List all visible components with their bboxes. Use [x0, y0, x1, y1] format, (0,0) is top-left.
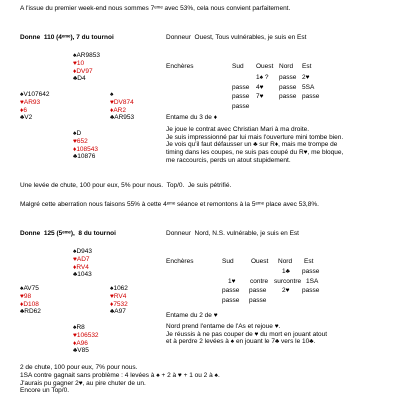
deal-110-west-hand [20, 91, 49, 122]
north-clubs: ♣D4 [73, 75, 86, 83]
bid: passe [222, 287, 240, 294]
deal-125-west-hand [20, 285, 41, 316]
east-diamonds: ♦AR2 [110, 106, 126, 114]
east-hearts: ♥DV874 [110, 98, 134, 106]
north-diamonds: ♦DV97 [73, 67, 93, 75]
west-spades: ♠AV75 [20, 285, 39, 292]
north-hearts: ♥10 [73, 59, 85, 67]
bid: passe [302, 287, 320, 294]
intro-paragraph: A l'issue du premier week-end nous sommes 7ᵉᵐᵉ avec 53%, cela nous convient parfaitement. [20, 5, 291, 12]
south-spades: ♠R8 [73, 324, 85, 331]
commentary-line: Nord prend l'entame de l'As et rejoue ♥. [166, 322, 281, 330]
bid: passe [302, 268, 320, 275]
deal-110-context: Donneur Ouest, Tous vulnérables, je suis en Est [166, 34, 307, 41]
commentary-line: Je réussis à ne pas couper de ♥ du mort en jouant atout [166, 330, 328, 338]
auction-header-east: Est [302, 63, 312, 70]
auction-header-label: Enchères [166, 63, 194, 70]
bid: 1♣ [282, 268, 290, 275]
deal-110-east-hand [110, 91, 134, 122]
bid: passe [249, 297, 267, 304]
bid: surcontre [274, 278, 302, 285]
bid: 1♠ ? [256, 74, 269, 81]
south-diamonds: ♦A96 [73, 339, 88, 347]
commentary-line: Je suis impressionné par lui mais l'ouverture mini tombe bien. [166, 133, 344, 141]
bid: passe [222, 297, 240, 304]
east-spades: ♠ [110, 91, 114, 98]
north-hearts: ♥AD7 [73, 255, 90, 263]
bid: 2♥ [302, 74, 310, 81]
auction-header-west: Ouest [256, 63, 274, 70]
bid: passe [302, 93, 320, 100]
auction-header-north: Nord [278, 258, 293, 265]
deal-125-north-hand [73, 248, 92, 279]
deal-125-context: Donneur Nord, N.S. vulnérable, je suis en Est [166, 230, 299, 237]
west-diamonds: ♦D108 [20, 300, 39, 308]
bid: passe [279, 74, 297, 81]
deal-125-south-hand [73, 324, 99, 355]
bid: contre [250, 278, 269, 285]
deal-110-title: Donne 110 (4ᵉᵐᵉ), 7 du tournoi [20, 34, 114, 41]
bid: 7♥ [256, 93, 264, 100]
north-clubs: ♣1043 [73, 271, 92, 279]
west-clubs: ♣RD62 [20, 308, 41, 316]
result-line: Encore un Top/0. [20, 387, 70, 395]
south-spades: ♠D [73, 130, 82, 137]
bid: passe [232, 93, 250, 100]
result-line: J'aurais pu gagner 2♥, au pire chuter de un. [20, 379, 146, 387]
auction-header-south: Sud [222, 258, 234, 265]
deal-110-south-hand [73, 130, 98, 161]
deal-125-result [20, 364, 220, 395]
west-spades: ♠V107642 [20, 91, 50, 98]
south-clubs: ♣V85 [73, 347, 89, 355]
bid: passe [249, 287, 267, 294]
commentary-line: Entame du 2 de ♥ [166, 312, 218, 319]
east-hearts: ♥RV4 [110, 292, 127, 300]
commentary-line: Je vois qu'il faut défausser un ♣ sur R♦, mais me trompe de [166, 141, 338, 149]
west-hearts: ♥98 [20, 292, 32, 300]
south-hearts: ♥652 [73, 137, 88, 145]
south-diamonds: ♦108543 [73, 145, 99, 153]
east-clubs: ♣AR953 [110, 114, 135, 122]
bid: 4♥ [256, 84, 264, 91]
west-hearts: ♥AR93 [20, 98, 41, 106]
bid: passe [279, 84, 297, 91]
result-line: 2 de chute, 100 pour eux, 7% pour nous. [20, 364, 138, 371]
south-hearts: ♥106532 [73, 331, 99, 339]
commentary-line: Je joue le contrat avec Christian Mari à ma droite. [166, 125, 310, 133]
deal-125-east-hand [110, 285, 128, 316]
deal-125-commentary [166, 312, 327, 346]
north-spades: ♠AR9853 [73, 52, 100, 59]
auction-header-east: Est [304, 258, 314, 265]
deal-125-title: Donne 125 (5ᵉᵐᵉ), 8 du tournoi [20, 230, 116, 237]
west-clubs: ♣V2 [20, 114, 33, 122]
east-spades: ♠1062 [110, 285, 128, 292]
bid: passe [279, 93, 297, 100]
result-line: 1SA contre gagnait sans problème : 4 levées à ♠ + 2 à ♥ + 1 ou 2 à ♠. [20, 371, 220, 379]
east-clubs: ♣A97 [110, 308, 126, 316]
north-spades: ♠D943 [73, 248, 92, 255]
west-diamonds: ♦6 [20, 106, 27, 114]
bid: passe [232, 84, 250, 91]
auction-header-west: Ouest [251, 258, 269, 265]
deal-110-result: Une levée de chute, 100 pour eux, 5% pour nous. Top/0. Je suis pétrifié. [20, 182, 232, 189]
south-clubs: ♣10876 [73, 153, 96, 161]
bid: 1SA [306, 278, 319, 285]
auction-header-south: Sud [232, 63, 244, 70]
bid: passe [232, 103, 250, 110]
auction-header-label: Enchères [166, 258, 194, 265]
bid: 1♥ [228, 278, 236, 285]
commentary-line: Entame du 3 de ♦ [166, 114, 218, 121]
east-diamonds: ♦7532 [110, 300, 128, 308]
middle-paragraph: Malgré cette aberration nous faisons 55% à cette 4ᵉᵐᵉ séance et remontons à la 5ᵉᵐᵉ place avec 53,8%. [20, 201, 319, 208]
bid: 5SA [302, 84, 315, 91]
commentary-line: me raccourcis, perds un atout stupidement. [166, 156, 291, 164]
bid: 2♥ [282, 287, 290, 294]
commentary-line: et à perdre 2 levées à ♠ en jouant le 7♣ vers le 10♣. [166, 338, 316, 346]
deal-110-commentary [166, 114, 343, 165]
auction-header-north: Nord [279, 63, 294, 70]
commentary-line: timing dans les coupes, ne suis pas coupé du R♥, me bloque, [166, 149, 344, 157]
north-diamonds: ♦RV4 [73, 263, 89, 271]
deal-110-north-hand [73, 52, 100, 83]
